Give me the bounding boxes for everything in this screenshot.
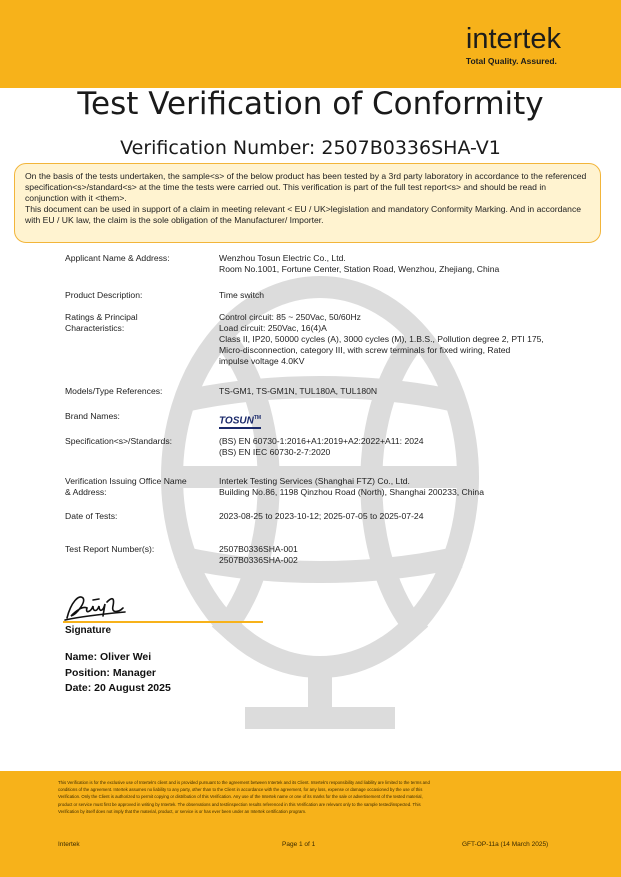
ratings-label-line1: Ratings & Principal <box>65 312 138 322</box>
tosun-brand-logo <box>219 413 261 429</box>
signature-label: Signature <box>65 625 112 636</box>
standard-1: (BS) EN 60730-1:2016+A1:2019+A2:2022+A11: 2024 <box>219 436 424 446</box>
dates-value: 2023-08-25 to 2023-10-12; 2025-07-05 to 2025-07-24 <box>219 511 424 521</box>
footer-company: Intertek <box>58 841 80 848</box>
signature-line <box>63 621 263 623</box>
footer-form-code: GFT-OP-11a (14 March 2025) <box>462 841 549 848</box>
header-band <box>0 0 621 88</box>
office-address: Building No.86, 1198 Qinzhou Road (North), Shanghai 200233, China <box>219 487 484 497</box>
signatory-info <box>65 650 171 697</box>
office-name: Intertek Testing Services (Shanghai FTZ) Co., Ltd. <box>219 476 410 486</box>
models-label: Models/Type References: <box>65 386 163 396</box>
applicant-name: Wenzhou Tosun Electric Co., Ltd. <box>219 253 346 263</box>
notice-paragraph-2: This document can be used in support of a claim in meeting relevant < EU / UK>legislation and mandatory Conformity Marking. And in accordance with EU / UK law, the claim is the sole obligation of the Manufacturer/ Importer. <box>25 204 582 225</box>
applicant-label: Applicant Name & Address: <box>65 253 170 263</box>
signatory-name: Name: Oliver Wei <box>65 651 152 663</box>
signature-date: Date: 20 August 2025 <box>65 682 171 694</box>
brand-logo-mark: TM <box>253 415 262 421</box>
footer-page-number: Page 1 of 1 <box>282 841 316 848</box>
disclaimer-line-2: conditions of the agreement. Intertek assumes no liability to any party, other than to the Client in accordance with the agreement, for any loss, expense or damage occasioned by the use of this <box>58 787 423 793</box>
ratings-class: Class II, IP20, 50000 cycles (A), 3000 cycles (M), 1.B.S., Pollution degree 2, PTI 175, <box>219 334 544 344</box>
applicant-address: Room No.1001, Fortune Center, Station Road, Wenzhou, Zhejiang, China <box>219 264 500 274</box>
ratings-label-line2: Characteristics: <box>65 323 125 333</box>
ratings-load-circuit: Load circuit: 250Vac, 16(4)A <box>219 323 327 333</box>
notice-paragraph-1: On the basis of the tests undertaken, the sample<s> of the below product has been tested by a 3rd party laboratory in accordance to the referenced specification<s>/standard<s> at the time the tests were carried out. This verification is part of the full test report<s> and should be read in conjunction with it <them>. <box>25 171 587 203</box>
brand-label: Brand Names: <box>65 411 120 421</box>
signatory-position: Position: Manager <box>65 666 157 679</box>
ratings-disconnection: Micro-disconnection, category III, with screw terminals for fixed wiring, Rated <box>219 345 511 355</box>
reports-label: Test Report Number(s): <box>65 544 155 554</box>
handwritten-signature-icon <box>63 592 143 622</box>
document-title: Test Verification of Conformity <box>77 86 544 122</box>
dates-label: Date of Tests: <box>65 511 118 521</box>
report-number-2: 2507B0336SHA-002 <box>219 555 298 565</box>
models-value: TS-GM1, TS-GM1N, TUL180A, TUL180N <box>219 386 378 396</box>
disclaimer-line-4: product or service must first be approved in writing by Intertek. The observations and test/inspection results referenced in this Verification are relevant only to the sample tested/inspected. This <box>58 801 421 807</box>
disclaimer-line-5: Verification by itself does not imply that the material, product, or service is or has ever been under an Intertek certification program. <box>58 808 307 814</box>
brand-logo-text: TOSUN <box>219 415 254 427</box>
product-value: Time switch <box>219 290 265 300</box>
notice-box <box>14 163 601 243</box>
product-label: Product Description: <box>65 290 143 300</box>
ratings-control-circuit: Control circuit: 85 ~ 250Vac, 50/60Hz <box>219 312 361 322</box>
office-label-line1: Verification Issuing Office Name <box>65 476 187 486</box>
standards-label: Specification<s>/Standards: <box>65 436 173 446</box>
standard-2: (BS) EN IEC 60730-2-7:2020 <box>219 447 331 457</box>
disclaimer-line-1: This Verification is for the exclusive use of Intertek's client and is provided pursuant to the agreement between Intertek and its Client. Intertek's responsibility and liability are limited to the terms and <box>58 780 430 785</box>
intertek-logo <box>466 24 561 66</box>
logo-wordmark: intertek <box>465 23 561 55</box>
report-number-1: 2507B0336SHA-001 <box>219 544 298 554</box>
disclaimer-text <box>58 779 568 815</box>
disclaimer-line-3: Verification. Only the Client is authorized to permit copying or distribution of this Verification. Any use of the Intertek name or one of its marks for the sale or advertisement of the tested material, <box>58 794 423 800</box>
logo-tagline: Total Quality. Assured. <box>465 56 557 66</box>
ratings-impulse-voltage: impulse voltage 4.0KV <box>219 356 305 366</box>
office-label-line2: & Address: <box>65 487 107 497</box>
verification-number: Verification Number: 2507B0336SHA-V1 <box>120 137 501 159</box>
